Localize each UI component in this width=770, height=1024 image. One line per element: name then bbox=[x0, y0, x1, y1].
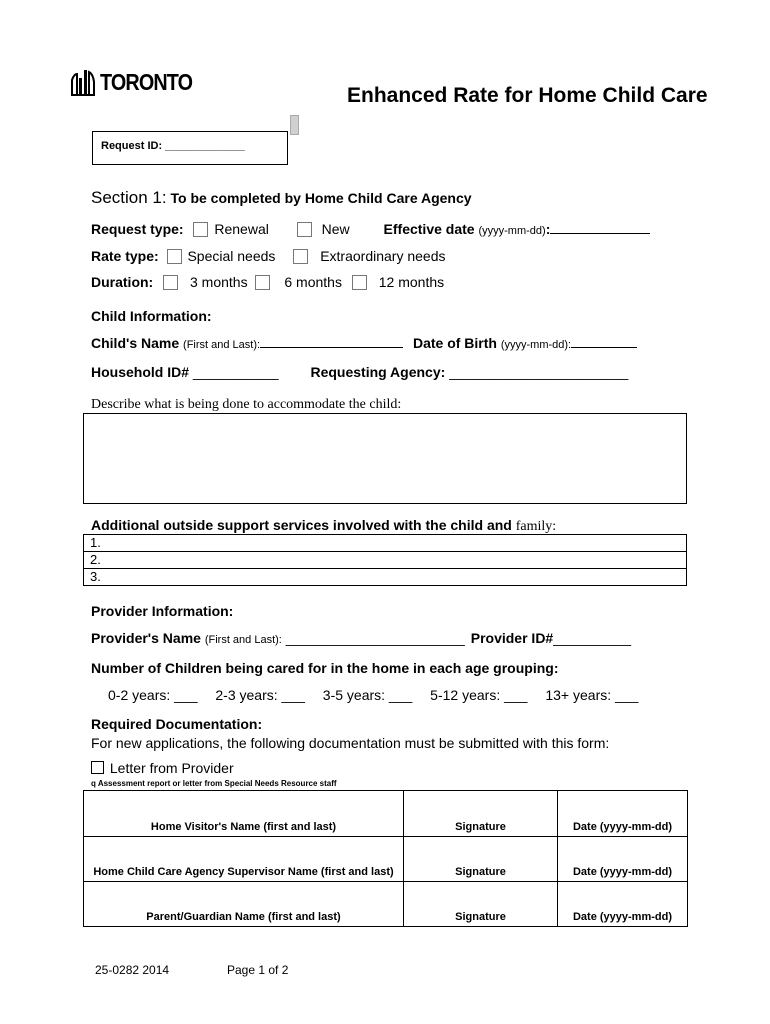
support-service-1[interactable]: 1. bbox=[84, 535, 687, 552]
form-number: 25-0282 2014 bbox=[95, 963, 170, 977]
table-row bbox=[84, 791, 688, 837]
documentation-intro: For new applications, the following documentation must be submitted with this form: bbox=[91, 735, 610, 751]
request-id-label: Request ID: _____________ bbox=[101, 140, 245, 152]
supervisor-date-cell[interactable]: Date (yyyy-mm-dd) bbox=[558, 837, 688, 882]
supervisor-name-cell[interactable]: Home Child Care Agency Supervisor Name (first and last) bbox=[84, 837, 404, 882]
12-months-checkbox[interactable] bbox=[352, 275, 367, 290]
children-count-heading: Number of Children being cared for in the home in each age grouping: bbox=[91, 660, 559, 676]
table-row bbox=[84, 837, 688, 882]
renewal-checkbox[interactable] bbox=[193, 222, 208, 237]
3-months-checkbox[interactable] bbox=[163, 275, 178, 290]
provider-id-field[interactable]: __________ bbox=[553, 630, 632, 646]
household-row: Household ID# ___________ Requesting Agency: _______________________ bbox=[91, 364, 629, 380]
effective-date-field[interactable] bbox=[550, 221, 650, 234]
supervisor-signature-cell[interactable]: Signature bbox=[404, 837, 558, 882]
child-name-field[interactable] bbox=[260, 335, 403, 348]
provider-info-heading: Provider Information: bbox=[91, 603, 234, 619]
date-of-birth-field[interactable] bbox=[571, 335, 637, 348]
special-needs-checkbox[interactable] bbox=[167, 249, 182, 264]
parent-signature-cell[interactable]: Signature bbox=[404, 882, 558, 927]
child-name-row: Child's Name (First and Last): Date of Birth (yyyy-mm-dd): bbox=[91, 335, 637, 351]
age-group-5-12[interactable]: 5-12 years: ___ bbox=[430, 687, 528, 703]
table-row bbox=[84, 569, 687, 586]
age-group-3-5[interactable]: 3-5 years: ___ bbox=[322, 687, 413, 703]
resize-handle[interactable] bbox=[290, 115, 299, 135]
describe-label: Describe what is being done to accommodate the child: bbox=[91, 397, 402, 412]
age-group-13-plus[interactable]: 13+ years: ___ bbox=[545, 687, 639, 703]
parent-name-cell[interactable]: Parent/Guardian Name (first and last) bbox=[84, 882, 404, 927]
home-visitor-name-cell[interactable]: Home Visitor's Name (first and last) bbox=[84, 791, 404, 837]
age-group-2-3[interactable]: 2-3 years: ___ bbox=[215, 687, 305, 703]
home-visitor-signature-cell[interactable]: Signature bbox=[404, 791, 558, 837]
age-group-0-2[interactable]: 0-2 years: ___ bbox=[108, 687, 198, 703]
age-groups-row bbox=[108, 687, 638, 703]
extraordinary-needs-checkbox[interactable] bbox=[293, 249, 308, 264]
city-hall-icon bbox=[70, 68, 96, 96]
support-services-table bbox=[83, 534, 687, 586]
provider-name-field[interactable]: _______________________ bbox=[285, 630, 465, 646]
letter-from-provider-item: Letter from Provider bbox=[91, 760, 234, 776]
table-row bbox=[84, 535, 687, 552]
support-service-2[interactable]: 2. bbox=[84, 552, 687, 569]
table-row bbox=[84, 552, 687, 569]
6-months-checkbox[interactable] bbox=[255, 275, 270, 290]
parent-date-cell[interactable]: Date (yyyy-mm-dd) bbox=[558, 882, 688, 927]
home-visitor-date-cell[interactable]: Date (yyyy-mm-dd) bbox=[558, 791, 688, 837]
assessment-report-item: q Assessment report or letter from Special Needs Resource staff bbox=[91, 779, 337, 788]
duration-row: Duration: 3 months 6 months 12 months bbox=[91, 274, 445, 290]
section1-heading: Section 1: To be completed by Home Child Care Agency bbox=[91, 188, 472, 207]
describe-textarea[interactable] bbox=[83, 413, 687, 504]
letter-from-provider-checkbox[interactable] bbox=[91, 761, 104, 774]
new-checkbox[interactable] bbox=[297, 222, 312, 237]
rate-type-row: Rate type: Special needs Extraordinary needs bbox=[91, 248, 446, 264]
toronto-logo bbox=[70, 66, 207, 98]
documentation-heading: Required Documentation: bbox=[91, 716, 263, 732]
requesting-agency-field[interactable]: _______________________ bbox=[449, 364, 629, 380]
table-row bbox=[84, 882, 688, 927]
logo-text: TORONTO bbox=[100, 68, 193, 95]
signature-table bbox=[83, 790, 688, 927]
page-number: Page 1 of 2 bbox=[227, 963, 289, 977]
child-info-heading: Child Information: bbox=[91, 308, 212, 324]
household-id-field[interactable]: ___________ bbox=[192, 364, 279, 380]
form-title: Enhanced Rate for Home Child Care bbox=[347, 84, 708, 107]
support-services-heading: Additional outside support services involved with the child and family: bbox=[91, 517, 557, 534]
request-id-field[interactable] bbox=[92, 131, 288, 165]
provider-name-row: Provider's Name (First and Last): _______________________ Provider ID#__________ bbox=[91, 630, 632, 646]
request-type-row: Request type: Renewal New Effective date (yyyy-mm-dd): bbox=[91, 221, 650, 237]
support-service-3[interactable]: 3. bbox=[84, 569, 687, 586]
